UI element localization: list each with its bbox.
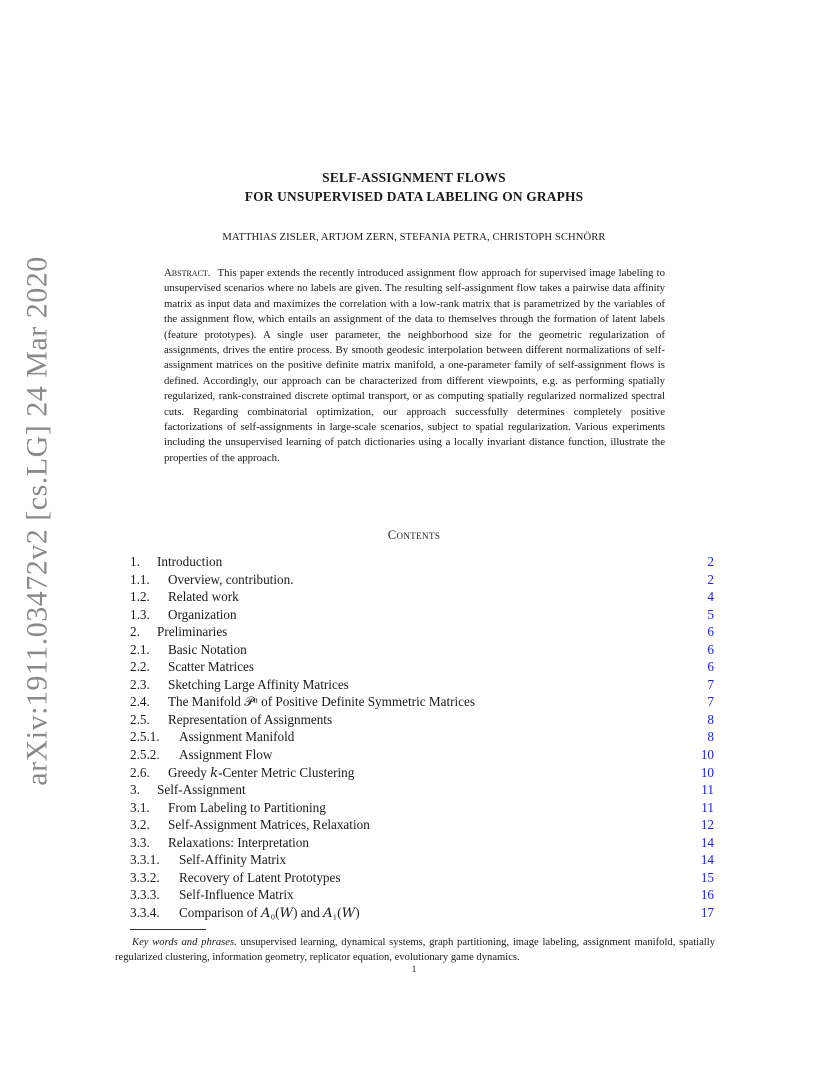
toc-section-title: Self-Influence Matrix [179, 887, 294, 903]
toc-page-link[interactable]: 6 [707, 659, 714, 675]
toc-row[interactable] [130, 693, 714, 711]
toc-row[interactable] [130, 676, 714, 694]
toc-section-title: Representation of Assignments [168, 711, 333, 727]
toc-row[interactable] [130, 711, 714, 729]
toc-section-title: Preliminaries [157, 624, 228, 640]
toc-section-number: 3.1. [130, 799, 150, 815]
toc-page-link[interactable]: 11 [701, 782, 714, 798]
toc-section-title: Scatter Matrices [168, 659, 255, 675]
toc-section-number: 2.6. [130, 764, 150, 780]
paper-title-line-2: FOR UNSUPERVISED DATA LABELING ON GRAPHS [244, 189, 584, 204]
toc-section-title: Self-Assignment [157, 782, 246, 798]
toc-page-link[interactable]: 8 [707, 711, 714, 727]
arxiv-identifier: arXiv:1911.03472v2 [cs.LG] 24 Mar 2020 [21, 256, 54, 786]
toc-page-link[interactable]: 8 [707, 729, 714, 745]
toc-section-title: Relaxations: Interpretation [168, 834, 309, 850]
toc-section-title: Assignment Manifold [179, 729, 295, 745]
toc-section-title: Assignment Flow [179, 747, 273, 763]
contents-heading: Contents [387, 528, 441, 542]
toc-section-title: Sketching Large Affinity Matrices [168, 676, 349, 692]
footnote [115, 935, 715, 965]
toc-page-link[interactable]: 14 [700, 852, 714, 868]
toc-section-title: Introduction [157, 554, 223, 569]
toc-row[interactable] [130, 904, 714, 922]
toc-page-link[interactable]: 10 [700, 764, 714, 780]
toc-section-number: 2.4. [130, 694, 150, 710]
toc-page-link[interactable]: 10 [700, 747, 714, 763]
toc-row[interactable] [130, 553, 714, 571]
toc-section-number: 2.3. [130, 676, 150, 692]
toc-page-link[interactable]: 12 [700, 817, 714, 833]
toc-section-title: Overview, contribution. [168, 571, 294, 587]
toc-section-title: Recovery of Latent Prototypes [179, 869, 341, 885]
toc-section-title: Organization [168, 606, 237, 622]
toc-row[interactable] [130, 658, 714, 676]
toc-page-link[interactable]: 7 [707, 676, 714, 692]
abstract [164, 266, 665, 466]
toc-section-number: 3.3.3. [130, 887, 160, 903]
table-of-contents [130, 553, 714, 921]
toc-row[interactable] [130, 851, 714, 869]
toc-page-link[interactable]: 5 [707, 606, 714, 622]
toc-section-number: 1.1. [130, 571, 150, 587]
toc-section-number: 3.3.2. [130, 869, 160, 885]
abstract-label: Abstract. [164, 267, 211, 279]
page-number: 1 [411, 965, 417, 975]
toc-section-number: 2.5.1. [130, 729, 160, 745]
toc-section-number: 3.3. [130, 834, 150, 850]
toc-section-title: Basic Notation [168, 641, 247, 657]
toc-page-link[interactable]: 4 [707, 589, 714, 605]
toc-row[interactable] [130, 588, 714, 606]
toc-page-link[interactable]: 17 [700, 904, 714, 920]
toc-row[interactable] [130, 799, 714, 817]
toc-page-link[interactable]: 2 [707, 571, 714, 587]
paper-title-line-1: SELF-ASSIGNMENT FLOWS [322, 170, 506, 185]
toc-section-title: From Labeling to Partitioning [168, 799, 326, 815]
toc-section-title: Self-Assignment Matrices, Relaxation [168, 817, 370, 833]
toc-section-title: Self-Affinity Matrix [179, 852, 287, 868]
toc-section-title: Greedy 𝑘-Center Metric Clustering [168, 764, 355, 780]
toc-section-title: Related work [168, 589, 239, 605]
toc-row[interactable] [130, 728, 714, 746]
toc-section-number: 3.2. [130, 817, 150, 833]
toc-page-link[interactable]: 6 [707, 624, 714, 640]
toc-page-link[interactable]: 2 [707, 554, 714, 569]
toc-section-number: 3.3.4. [130, 904, 160, 920]
toc-page-link[interactable]: 7 [707, 694, 714, 710]
footnote-label: Key words and phrases. [132, 937, 237, 948]
toc-row[interactable] [130, 571, 714, 589]
toc-section-title: The Manifold 𝒫ⁿ of Positive Definite Symmetric Matrices [168, 694, 476, 710]
toc-row[interactable] [130, 816, 714, 834]
toc-row[interactable] [130, 623, 714, 641]
toc-row[interactable] [130, 834, 714, 852]
toc-section-number: 2.5.2. [130, 747, 160, 763]
toc-section-number: 2.5. [130, 711, 150, 727]
arxiv-sidebar-stamp [15, 256, 61, 786]
toc-row[interactable] [130, 606, 714, 624]
toc-row[interactable] [130, 886, 714, 904]
toc-row[interactable] [130, 764, 714, 782]
toc-row[interactable] [130, 869, 714, 887]
toc-section-number: 2.1. [130, 641, 150, 657]
toc-page-link[interactable]: 14 [700, 834, 714, 850]
toc-page-link[interactable]: 11 [701, 799, 714, 815]
toc-row[interactable] [130, 781, 714, 799]
toc-section-title: Comparison of 𝐴₀(𝑊) and 𝐴₁(𝑊) [179, 904, 360, 920]
toc-row[interactable] [130, 641, 714, 659]
toc-section-number: 1. [130, 554, 140, 569]
toc-section-number: 3.3.1. [130, 852, 160, 868]
toc-page-link[interactable]: 6 [707, 641, 714, 657]
toc-section-number: 1.3. [130, 606, 150, 622]
toc-section-number: 3. [130, 782, 140, 798]
abstract-text: This paper extends the recently introduced assignment flow approach for supervised image labeling to unsupervised scenarios where no labels are given. The resulting self-assignment flow takes a pairwise data affinity matrix as input data and maximizes the correlation with a low-rank matrix that is parametrized by the variables of the assignment flow, which entails an assignment of the data to themselves through the formation of latent labels (feature prototypes). A single user parameter, the neighborhood size for the geometric regularization of assignments, drives the entire process. By smooth geodesic interpolation between different normalizations of self-assignment matrices on the positive definite matrix manifold, a one-parameter family of self-assignment flows is defined. Accordingly, our approach can be characterized from different viewpoints, e.g. as performing spatially regularized, rank-constrained discrete optimal transport, or as computing spatially regularized normalized spectral cuts. Regarding combinatorial optimization, our approach successfully determines completely positive factorizations of self-assignments in large-scale scenarios, subject to spatial regularization. Various experiments including the unsupervised learning of patch dictionaries using a locally invariant distance function, illustrate the properties of the approach. [164, 267, 665, 464]
toc-section-number: 1.2. [130, 589, 150, 605]
toc-row[interactable] [130, 746, 714, 764]
toc-page-link[interactable]: 15 [700, 869, 714, 885]
toc-section-number: 2.2. [130, 659, 150, 675]
toc-page-link[interactable]: 16 [700, 887, 714, 903]
footnote-text: unsupervised learning, dynamical systems, graph partitioning, image labeling, assignment manifold, spatially regularized clustering, information geometry, replicator equation, evolutionary game dynamics. [115, 937, 715, 963]
toc-section-number: 2. [130, 624, 140, 640]
author-list: MATTHIAS ZISLER, ARTJOM ZERN, STEFANIA PETRA, CHRISTOPH SCHNÖRR [222, 232, 606, 243]
footnote-rule [130, 929, 206, 930]
